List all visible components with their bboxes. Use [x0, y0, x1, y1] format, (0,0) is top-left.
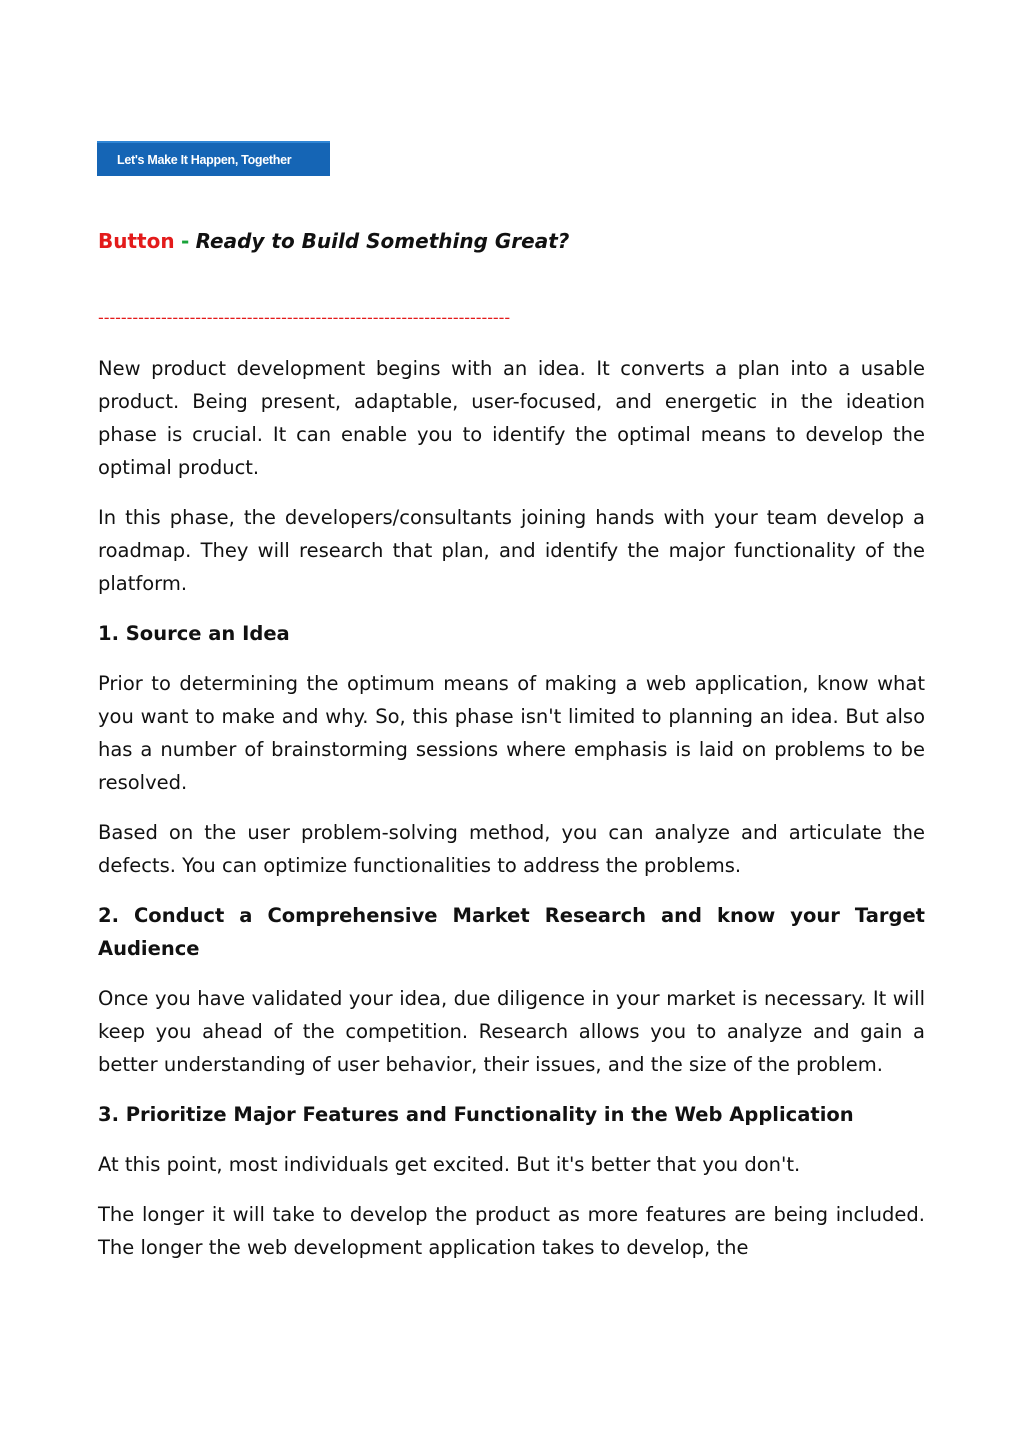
article-body [98, 352, 925, 1281]
section-1-heading: 1. Source an Idea [98, 622, 290, 645]
cta-banner[interactable] [97, 141, 330, 176]
button-separator: - [180, 229, 190, 253]
intro-paragraph-2: In this phase, the developers/consultants joining hands with your team develop a roadmap. They will research that plan, and identify the major functionality of the platform. [98, 506, 925, 595]
section-3-heading: 3. Prioritize Major Features and Functionality in the Web Application [98, 1103, 854, 1126]
section-1-paragraph-2: Based on the user problem-solving method, you can analyze and articulate the defects. You can optimize functionalities to address the problems. [98, 821, 925, 877]
section-3-paragraph-2: The longer it will take to develop the product as more features are being included. The longer the web development application takes to develop, the [98, 1203, 925, 1259]
intro-paragraph-1: New product development begins with an idea. It converts a plan into a usable product. Being present, adaptable, user-focused, and energetic in the ideation phase is crucial. It can enable you to identify the optimal means to develop the optimal product. [98, 357, 925, 479]
button-label: Button [98, 229, 175, 253]
section-1-paragraph-1: Prior to determining the optimum means of making a web application, know what you want to make and why. So, this phase isn't limited to planning an idea. But also has a number of brainstorming sessions where emphasis is laid on problems to be resolved. [98, 672, 925, 794]
cta-banner-label: Let's Make It Happen, Together [117, 152, 292, 167]
button-text: Ready to Build Something Great? [195, 229, 570, 253]
section-2-paragraph-1: Once you have validated your idea, due diligence in your market is necessary. It will keep you ahead of the competition. Research allows you to analyze and gain a better understanding of user behavior, their issues, and the size of the problem. [98, 987, 925, 1076]
divider-line: ------------------------------------------------------------------------ [98, 308, 511, 327]
section-2-heading: 2. Conduct a Comprehensive Market Research and know your Target Audience [98, 904, 925, 960]
section-3-paragraph-1: At this point, most individuals get excited. But it's better that you don't. [98, 1153, 801, 1176]
cta-button-note [98, 228, 569, 254]
